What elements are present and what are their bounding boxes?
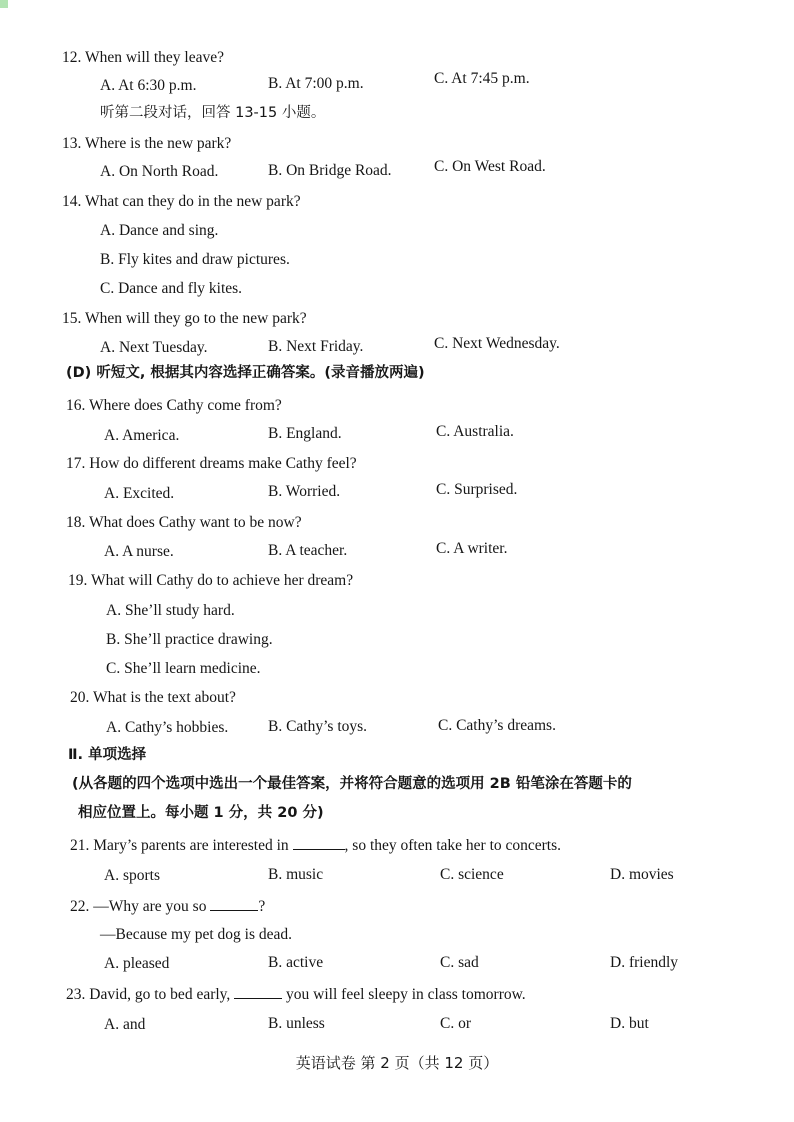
option-15-b: B. Next Friday. bbox=[268, 338, 364, 355]
question-21: 21. Mary’s parents are interested in , so they often take her to concerts. bbox=[70, 837, 562, 854]
question-23: 23. David, go to bed early, you will feel sleepy in class tomorrow. bbox=[66, 986, 526, 1003]
section-2-title: Ⅱ. 单项选择 bbox=[68, 747, 147, 763]
answer-blank bbox=[210, 898, 258, 911]
question-17: 17. How do different dreams make Cathy feel? bbox=[66, 455, 357, 472]
option-13-c: C. On West Road. bbox=[434, 158, 546, 175]
option-16-c: C. Australia. bbox=[436, 423, 514, 440]
question-13: 13. Where is the new park? bbox=[62, 135, 232, 152]
option-18-a: A. A nurse. bbox=[104, 543, 174, 560]
option-20-a: A. Cathy’s hobbies. bbox=[106, 719, 229, 736]
section-d-heading: (D) 听短文, 根据其内容选择正确答案。(录音播放两遍) bbox=[66, 365, 425, 381]
option-19-a: A. She’ll study hard. bbox=[106, 602, 235, 619]
part2-instruction: 听第二段对话，回答 13-15 小题。 bbox=[100, 105, 326, 121]
option-17-c: C. Surprised. bbox=[436, 481, 518, 498]
question-22-reply: —Because my pet dog is dead. bbox=[100, 926, 292, 943]
option-22-b: B. active bbox=[268, 954, 324, 971]
option-15-a: A. Next Tuesday. bbox=[100, 339, 208, 356]
option-19-c: C. She’ll learn medicine. bbox=[106, 660, 261, 677]
option-14-a: A. Dance and sing. bbox=[100, 222, 219, 239]
option-17-a: A. Excited. bbox=[104, 485, 175, 502]
question-20: 20. What is the text about? bbox=[70, 689, 236, 706]
option-17-b: B. Worried. bbox=[268, 483, 341, 500]
option-15-c: C. Next Wednesday. bbox=[434, 335, 560, 352]
question-18: 18. What does Cathy want to be now? bbox=[66, 514, 302, 531]
option-20-b: B. Cathy’s toys. bbox=[268, 718, 368, 735]
option-23-b: B. unless bbox=[268, 1015, 325, 1032]
option-14-c: C. Dance and fly kites. bbox=[100, 280, 243, 297]
option-19-b: B. She’ll practice drawing. bbox=[106, 631, 273, 648]
option-18-c: C. A writer. bbox=[436, 540, 508, 557]
question-15: 15. When will they go to the new park? bbox=[62, 310, 307, 327]
option-21-a: A. sports bbox=[104, 867, 160, 884]
answer-blank bbox=[293, 837, 345, 850]
option-13-a: A. On North Road. bbox=[100, 163, 219, 180]
option-21-b: B. music bbox=[268, 866, 324, 883]
section-2-instruction-line2: 相应位置上。每小题 1 分，共 20 分) bbox=[78, 805, 324, 821]
option-21-c: C. science bbox=[440, 866, 504, 883]
option-23-d: D. but bbox=[610, 1015, 649, 1032]
option-16-b: B. England. bbox=[268, 425, 342, 442]
option-13-b: B. On Bridge Road. bbox=[268, 162, 392, 179]
section-2-instruction-line1: (从各题的四个选项中选出一个最佳答案，并将符合题意的选项用 2B 铅笔涂在答题卡的 bbox=[72, 776, 632, 792]
question-12: 12. When will they leave? bbox=[62, 49, 224, 66]
option-23-c: C. or bbox=[440, 1015, 471, 1032]
option-21-d: D. movies bbox=[610, 866, 674, 883]
option-16-a: A. America. bbox=[104, 427, 180, 444]
option-20-c: C. Cathy’s dreams. bbox=[438, 717, 556, 734]
page-footer: 英语试卷 第 2 页（共 12 页） bbox=[295, 1054, 499, 1072]
option-12-c: C. At 7:45 p.m. bbox=[434, 70, 530, 87]
option-22-a: A. pleased bbox=[104, 955, 170, 972]
question-16: 16. Where does Cathy come from? bbox=[66, 397, 282, 414]
scan-edge-mark bbox=[0, 0, 8, 8]
option-18-b: B. A teacher. bbox=[268, 542, 348, 559]
question-19: 19. What will Cathy do to achieve her dream? bbox=[68, 572, 354, 589]
question-14: 14. What can they do in the new park? bbox=[62, 193, 301, 210]
option-23-a: A. and bbox=[104, 1016, 146, 1033]
option-12-a: A. At 6:30 p.m. bbox=[100, 77, 197, 94]
answer-blank bbox=[234, 986, 282, 999]
option-22-d: D. friendly bbox=[610, 954, 679, 971]
option-12-b: B. At 7:00 p.m. bbox=[268, 75, 364, 92]
question-22: 22. —Why are you so ? bbox=[70, 898, 266, 915]
option-14-b: B. Fly kites and draw pictures. bbox=[100, 251, 290, 268]
option-22-c: C. sad bbox=[440, 954, 479, 971]
